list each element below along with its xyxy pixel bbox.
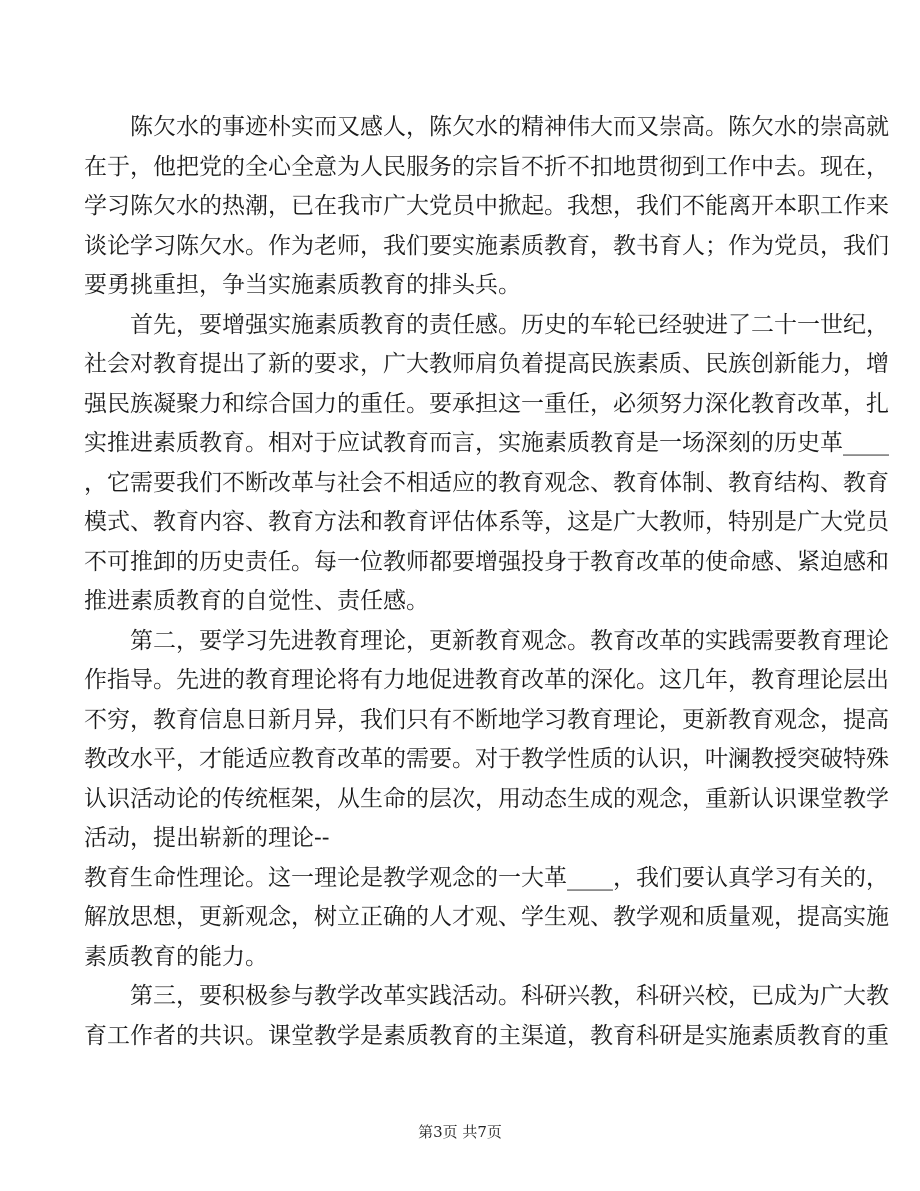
paragraph-1-line-2: 在于，他把党的全心全意为人民服务的宗旨不折不扣地贯彻到工作中去。现在， bbox=[84, 153, 889, 180]
paragraph-2-line-3: 强民族凝聚力和综合国力的重任。要承担这一重任，必须努力深化教育改革，扎 bbox=[84, 390, 889, 417]
paragraph-3-line-1: 第二，要学习先进教育理论，更新教育观念。教育改革的实践需要教育理论 bbox=[130, 627, 889, 654]
paragraph-2-line-7: 不可推卸的历史责任。每一位教师都要增强投身于教育改革的使命感、紧迫感和 bbox=[84, 548, 889, 575]
paragraph-2-line-4: 实推进素质教育。相对于应试教育而言，实施素质教育是一场深刻的历史革____ bbox=[84, 430, 889, 456]
paragraph-3-line-2: 作指导。先进的教育理论将有力地促进教育改革的深化。这几年，教育理论层出 bbox=[84, 667, 889, 693]
paragraph-2-line-2: 社会对教育提出了新的要求，广大教师肩负着提高民族素质、民族创新能力，增 bbox=[84, 351, 889, 377]
paragraph-3-line-7: 教育生命性理论。这一理论是教学观念的一大革____，我们要认真学习有关的， bbox=[84, 864, 889, 891]
paragraph-3-line-5: 认识活动论的传统框架，从生命的层次，用动态生成的观念，重新认识课堂教学 bbox=[84, 785, 889, 812]
paragraph-4-line-1: 第三，要积极参与教学改革实践活动。科研兴教，科研兴校，已成为广大教 bbox=[130, 983, 889, 1009]
paragraph-1-line-4: 谈论学习陈欠水。作为老师，我们要实施素质教育，教书育人；作为党员，我们 bbox=[84, 232, 889, 259]
paragraph-1-line-3: 学习陈欠水的热潮，已在我市广大党员中掀起。我想，我们不能离开本职工作来 bbox=[84, 193, 889, 219]
paragraph-3-line-3: 不穷，教育信息日新月异，我们只有不断地学习教育理论，更新教育观念，提高 bbox=[84, 706, 889, 733]
page-number-footer: 第3页 共7页 bbox=[418, 1123, 502, 1141]
paragraph-2-line-8: 推进素质教育的自觉性、责任感。 bbox=[84, 588, 429, 614]
paragraph-2-line-5: ，它需要我们不断改革与社会不相适应的教育观念、教育体制、教育结构、教育 bbox=[84, 469, 889, 496]
paragraph-3-line-4: 教改水平，才能适应教育改革的需要。对于教学性质的认识，叶澜教授突破特殊 bbox=[84, 746, 889, 772]
paragraph-4-line-2: 育工作者的共识。课堂教学是素质教育的主渠道，教育科研是实施素质教育的重 bbox=[84, 1022, 889, 1049]
paragraph-3-line-9: 素质教育的能力。 bbox=[84, 943, 268, 970]
document-body bbox=[84, 108, 889, 1056]
paragraph-1-line-1: 陈欠水的事迹朴实而又感人，陈欠水的精神伟大而又崇高。陈欠水的崇高就 bbox=[130, 114, 889, 140]
paragraph-2-line-1: 首先，要增强实施素质教育的责任感。历史的车轮已经驶进了二十一世纪， bbox=[130, 311, 889, 338]
paragraph-2-line-6: 模式、教育内容、教育方法和教育评估体系等，这是广大教师，特别是广大党员 bbox=[84, 509, 889, 535]
paragraph-1-line-5: 要勇挑重担，争当实施素质教育的排头兵。 bbox=[84, 272, 521, 298]
paragraph-3-line-8: 解放思想，更新观念，树立正确的人才观、学生观、教学观和质量观，提高实施 bbox=[84, 904, 889, 930]
paragraph-3-line-6: 活动，提出崭新的理论-- bbox=[84, 825, 330, 851]
